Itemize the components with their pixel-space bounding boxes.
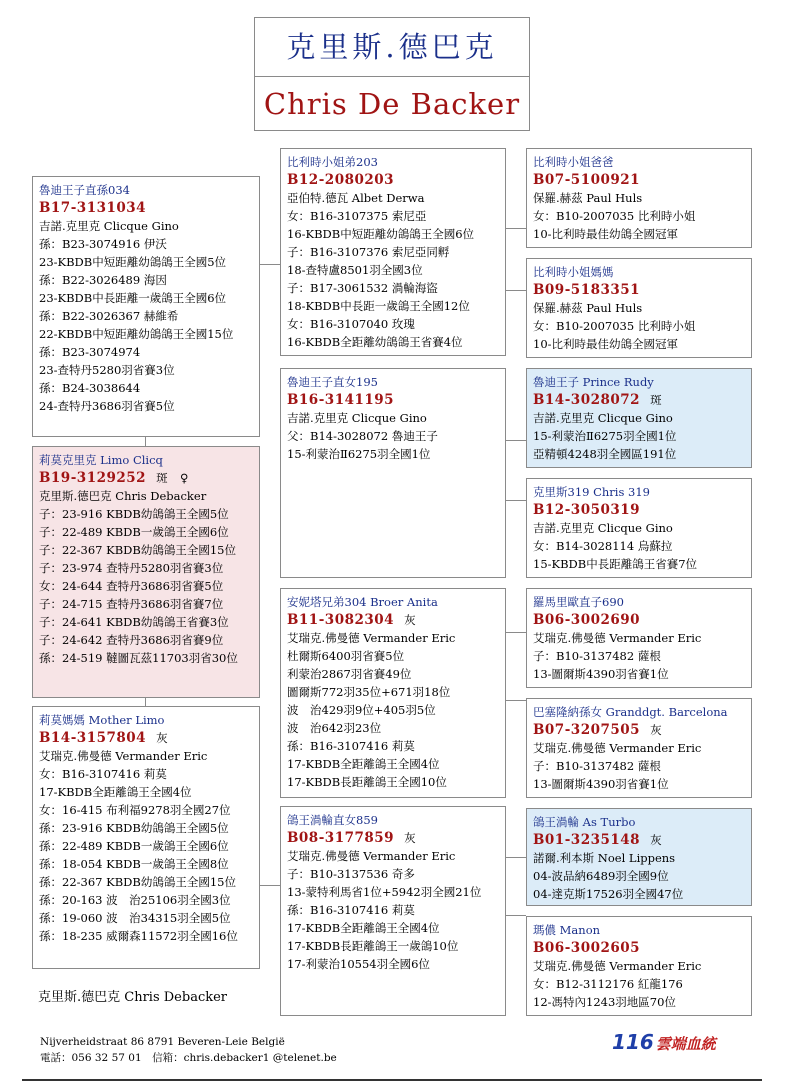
connector-line — [506, 632, 526, 633]
pedigree-box-dam-dam-sire — [526, 808, 752, 906]
pigeon-line: 吉諾.克里克 Clicque Gino — [39, 219, 179, 233]
pedigree-box-dam — [32, 706, 260, 969]
pigeon-line: 孫：B16-3107416 莉莫 — [287, 739, 415, 753]
pedigree-box-sire — [32, 176, 260, 437]
pigeon-line: 10-比利時最佳幼鴿全國冠軍 — [533, 337, 679, 351]
pigeon-line: 艾瑞克.佛曼德 Vermander Eric — [533, 631, 702, 645]
pigeon-line: 22-KBDB中短距離幼鴿鴿王全國15位 — [39, 327, 234, 341]
ring-number: B01-3235148 灰 — [533, 832, 663, 848]
ring-number: B12-2080203 — [287, 172, 395, 188]
pigeon-line: 17-利蒙治10554羽全國6位 — [287, 957, 430, 971]
pigeon-name: 魯迪王子 Prince Rudy — [533, 375, 654, 389]
pigeon-line: 13-蒙特利馬省1位+5942羽全國21位 — [287, 885, 482, 899]
breeder-address: Nijverheidstraat 86 8791 Beveren-Leie België — [40, 1036, 285, 1048]
ring-number: B06-3002605 — [533, 940, 641, 956]
pigeon-line: 子：23-916 KBDB幼鴿鴿王全國5位 — [39, 507, 229, 521]
pigeon-line: 女：16-415 布利福9278羽全國27位 — [39, 803, 231, 817]
pigeon-name: 安妮塔兄弟304 Broer Anita — [287, 595, 438, 609]
pedigree-box-dam-dam-dam — [526, 916, 752, 1016]
pigeon-line: 15-利蒙治Ⅱ6275羽全國1位 — [533, 429, 677, 443]
ring-number: B07-5100921 — [533, 172, 641, 188]
pigeon-line: 女：B12-3112176 紅龍176 — [533, 977, 683, 991]
pigeon-line: 04-達克斯17526羽全國47位 — [533, 887, 684, 901]
pigeon-line: 15-KBDB中長距離鴿王省賽7位 — [533, 557, 698, 571]
pigeon-line: 孫：18-054 KBDB一歲鴿王全國8位 — [39, 857, 229, 871]
pigeon-line: 吉諾.克里克 Clicque Gino — [533, 521, 673, 535]
pigeon-line: 女：B10-2007035 比利時小姐 — [533, 319, 696, 333]
pigeon-line: 孫：22-489 KBDB一歲鴿王全國6位 — [39, 839, 229, 853]
pigeon-line: 17-KBDB全距離鴿王全國4位 — [287, 921, 440, 935]
pigeon-line: 艾瑞克.佛曼德 Vermander Eric — [39, 749, 208, 763]
pedigree-box-dam-sire-dam — [526, 698, 752, 798]
pigeon-line: 子：B10-3137536 奇多 — [287, 867, 415, 881]
divider — [22, 1079, 762, 1081]
pedigree-box-sire-dam — [280, 368, 506, 578]
pigeon-line: 17-KBDB全距離鴿王全國4位 — [287, 757, 440, 771]
pigeon-line: 子：B16-3107376 索尼亞同孵 — [287, 245, 450, 259]
pigeon-line: 女：B10-2007035 比利時小姐 — [533, 209, 696, 223]
logo: 116 雲端血統 — [612, 1030, 716, 1054]
pedigree-box-sire-dam-dam — [526, 478, 752, 578]
pigeon-line: 圖爾斯772羽35位+671羽18位 — [287, 685, 451, 699]
pedigree-box-sire-sire — [280, 148, 506, 356]
pigeon-line: 吉諾.克里克 Clicque Gino — [287, 411, 427, 425]
owner-name-chinese: 克里斯.德巴克 — [255, 18, 529, 77]
connector-line — [506, 500, 526, 501]
pigeon-line: 孫：24-519 韃圖瓦茲11703羽省30位 — [39, 651, 238, 665]
pigeon-line: 艾瑞克.佛曼德 Vermander Eric — [287, 849, 456, 863]
breeder-contact: 電話：056 32 57 01 信箱：chris.debacker1 @telenet.be — [40, 1052, 337, 1064]
pigeon-line: 24-查特丹3686羽省賽5位 — [39, 399, 175, 413]
ring-number: B14-3157804 灰 — [39, 730, 169, 746]
pigeon-name: 比利時小姐弟203 — [287, 155, 378, 169]
connector-line — [506, 700, 526, 701]
ring-number: B06-3002690 — [533, 612, 641, 628]
pigeon-line: 子：23-974 查特丹5280羽省賽3位 — [39, 561, 224, 575]
pigeon-name: 鴿王渦輪 As Turbo — [533, 815, 636, 829]
pigeon-color-sex: 斑 — [650, 393, 663, 407]
pigeon-name: 比利時小姐媽媽 — [533, 265, 614, 279]
pigeon-line: 17-KBDB長距離鴿王一歲鴿10位 — [287, 939, 459, 953]
connector-line — [506, 857, 526, 858]
connector-line — [506, 440, 526, 441]
pigeon-name: 魯迪王子直孫034 — [39, 183, 130, 197]
ring-number: B12-3050319 — [533, 502, 641, 518]
connector-line — [145, 437, 146, 446]
pigeon-name: 比利時小姐爸爸 — [533, 155, 614, 169]
pigeon-line: 子：24-641 KBDB幼鴿鴿王省賽3位 — [39, 615, 229, 629]
pigeon-line: 克里斯.德巴克 Chris Debacker — [39, 489, 207, 503]
ring-number: B17-3131034 — [39, 200, 147, 216]
pigeon-line: 17-KBDB全距離鴿王全國4位 — [39, 785, 192, 799]
pigeon-line: 吉諾.克里克 Clicque Gino — [533, 411, 673, 425]
pigeon-line: 女：24-644 查特丹3686羽省賽5位 — [39, 579, 224, 593]
pigeon-line: 杜爾斯6400羽省賽5位 — [287, 649, 405, 663]
pigeon-line: 女：B16-3107040 玫瑰 — [287, 317, 415, 331]
ring-number: B16-3141195 — [287, 392, 395, 408]
ring-number: B19-3129252 斑 ♀ — [39, 470, 189, 486]
pigeon-line: 子：22-489 KBDB一歲鴿王全國6位 — [39, 525, 229, 539]
pigeon-line: 17-KBDB長距離鴿王全國10位 — [287, 775, 447, 789]
pigeon-line: 孫：B24-3038644 — [39, 381, 141, 395]
connector-line — [260, 264, 280, 265]
pigeon-line: 亞伯特.德瓦 Albet Derwa — [287, 191, 425, 205]
ring-number: B11-3082304 灰 — [287, 612, 417, 628]
breeder-signature: 克里斯.德巴克 Chris Debacker — [38, 990, 228, 1005]
pigeon-name: 巴塞隆納孫女 Granddgt. Barcelona — [533, 705, 728, 719]
pigeon-line: 孫：18-235 威爾森11572羽全國16位 — [39, 929, 238, 943]
pigeon-line: 16-KBDB中短距離幼鴿鴿王全國6位 — [287, 227, 475, 241]
pigeon-line: 孫：B22-3026367 赫維希 — [39, 309, 179, 323]
pedigree-box-dam-dam — [280, 806, 506, 1016]
pigeon-line: 波 治429羽9位+405羽5位 — [287, 703, 436, 717]
pigeon-color-sex: 灰 — [156, 731, 169, 745]
pigeon-line: 子：B10-3137482 薩根 — [533, 759, 661, 773]
pigeon-name: 莉莫克里克 Limo Clicq — [39, 453, 163, 467]
pigeon-color-sex: 灰 — [650, 723, 663, 737]
pedigree-box-subject — [32, 446, 260, 698]
pigeon-line: 子：22-367 KBDB幼鴿鴿王全國15位 — [39, 543, 236, 557]
connector-line — [506, 290, 526, 291]
pigeon-line: 子：B17-3061532 渦輪海盜 — [287, 281, 438, 295]
pigeon-line: 23-查特丹5280羽省賽3位 — [39, 363, 175, 377]
pigeon-line: 16-KBDB全距離幼鴿鴿王省賽4位 — [287, 335, 463, 349]
pedigree-box-sire-sire-sire — [526, 148, 752, 248]
pigeon-line: 23-KBDB中長距離一歲鴿王全國6位 — [39, 291, 227, 305]
ring-number: B07-3207505 灰 — [533, 722, 663, 738]
pigeon-line: 孫：B22-3026489 海因 — [39, 273, 167, 287]
pigeon-color-sex: 灰 — [650, 833, 663, 847]
pigeon-name: 瑪儂 Manon — [533, 923, 601, 937]
owner-name-english: Chris De Backer — [263, 87, 521, 121]
pigeon-line: 10-比利時最佳幼鴿全國冠軍 — [533, 227, 679, 241]
pigeon-line: 孫：19-060 波 治34315羽全國5位 — [39, 911, 231, 925]
pigeon-line: 12-馮特內1243羽地區70位 — [533, 995, 676, 1009]
pigeon-line: 23-KBDB中短距離幼鴿鴿王全國5位 — [39, 255, 227, 269]
pigeon-name: 魯迪王子直女195 — [287, 375, 378, 389]
pigeon-color-sex: 灰 — [404, 613, 417, 627]
connector-line — [506, 228, 526, 229]
pigeon-line: 孫：22-367 KBDB幼鴿鴿王全國15位 — [39, 875, 236, 889]
connector-line — [506, 915, 526, 916]
ring-number: B08-3177859 灰 — [287, 830, 417, 846]
pigeon-line: 孫：B16-3107416 莉莫 — [287, 903, 415, 917]
pigeon-name: 羅馬里歐直子690 — [533, 595, 624, 609]
pedigree-box-sire-dam-sire — [526, 368, 752, 468]
pigeon-line: 子：24-642 查特丹3686羽省賽9位 — [39, 633, 224, 647]
pigeon-line: 艾瑞克.佛曼德 Vermander Eric — [533, 741, 702, 755]
pigeon-line: 利蒙治2867羽省賽49位 — [287, 667, 412, 681]
pigeon-line: 04-波品納6489羽全國9位 — [533, 869, 669, 883]
pedigree-box-dam-sire — [280, 588, 506, 798]
pigeon-line: 18-KBDB中長距一歲鴿王全國12位 — [287, 299, 470, 313]
connector-line — [145, 698, 146, 706]
pigeon-line: 亞精頓4248羽全國區191位 — [533, 447, 677, 461]
pigeon-name: 鴿王渦輪直女859 — [287, 813, 378, 827]
ring-number: B14-3028072 斑 — [533, 392, 663, 408]
pigeon-line: 18-查特盧8501羽全國3位 — [287, 263, 423, 277]
pedigree-box-dam-sire-sire — [526, 588, 752, 688]
pigeon-color-sex: 灰 — [404, 831, 417, 845]
pigeon-line: 13-圖爾斯4390羽省賽1位 — [533, 777, 669, 791]
pigeon-line: 孫：B23-3074916 伊沃 — [39, 237, 167, 251]
ring-number: B09-5183351 — [533, 282, 641, 298]
pigeon-line: 子：24-715 查特丹3686羽省賽7位 — [39, 597, 224, 611]
connector-line — [260, 885, 280, 886]
pigeon-line: 保羅.赫茲 Paul Huls — [533, 191, 643, 205]
pigeon-color-sex: 斑 ♀ — [156, 471, 189, 485]
pigeon-line: 孫：20-163 波 治25106羽全國3位 — [39, 893, 231, 907]
pedigree-box-sire-sire-dam — [526, 258, 752, 358]
pigeon-line: 15-利蒙治Ⅱ6275羽全國1位 — [287, 447, 431, 461]
pigeon-line: 13-圖爾斯4390羽省賽1位 — [533, 667, 669, 681]
pigeon-line: 孫：23-916 KBDB幼鴿鴿王全國5位 — [39, 821, 229, 835]
pigeon-line: 孫：B23-3074974 — [39, 345, 141, 359]
pigeon-line: 艾瑞克.佛曼德 Vermander Eric — [287, 631, 456, 645]
pigeon-line: 女：B16-3107375 索尼亞 — [287, 209, 427, 223]
pigeon-line: 諾爾.利本斯 Noel Lippens — [533, 851, 676, 865]
pigeon-name: 莉莫媽媽 Mother Limo — [39, 713, 165, 727]
pigeon-line: 子：B10-3137482 薩根 — [533, 649, 661, 663]
pigeon-name: 克里斯319 Chris 319 — [533, 485, 650, 499]
pigeon-line: 女：B16-3107416 莉莫 — [39, 767, 167, 781]
pigeon-line: 波 治642羽23位 — [287, 721, 382, 735]
pigeon-line: 保羅.赫茲 Paul Huls — [533, 301, 643, 315]
pigeon-line: 女：B14-3028114 烏蘇拉 — [533, 539, 673, 553]
pedigree-header — [254, 17, 530, 131]
pigeon-line: 父：B14-3028072 魯迪王子 — [287, 429, 438, 443]
pigeon-line: 艾瑞克.佛曼德 Vermander Eric — [533, 959, 702, 973]
